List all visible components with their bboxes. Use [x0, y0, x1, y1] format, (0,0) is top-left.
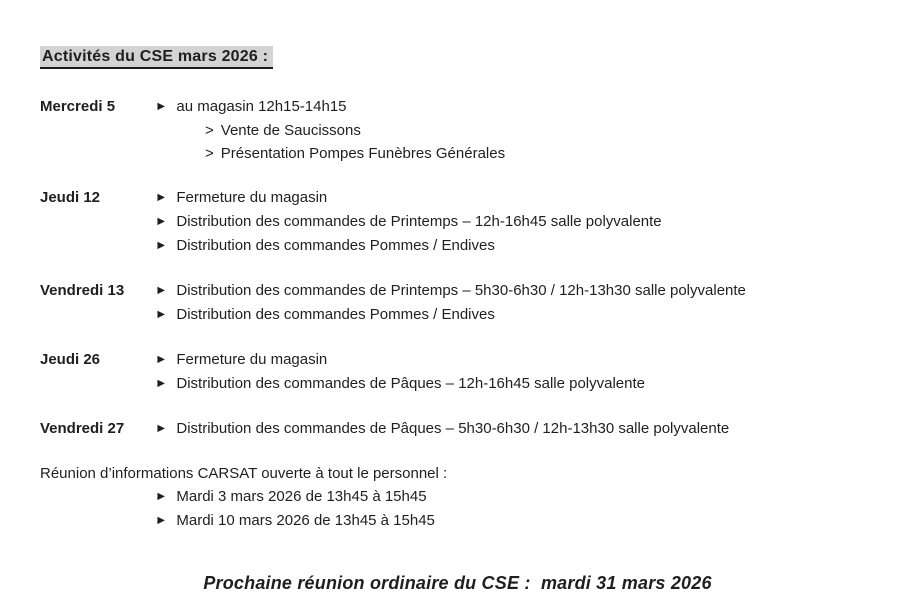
carsat-items [155, 485, 875, 533]
schedule-section [40, 186, 875, 258]
schedule-item [155, 234, 875, 258]
day-items [155, 95, 875, 165]
item-text: Présentation Pompes Funèbres Générales [220, 145, 506, 162]
item-text: Mardi 10 mars 2026 de 13h45 à 15h45 [176, 512, 435, 529]
item-text: Fermeture du magasin [176, 189, 328, 206]
arrow-bullet-icon: ► [155, 283, 168, 297]
schedule-section [40, 279, 875, 327]
day-label: Vendredi 13 [40, 282, 125, 299]
schedule-section [40, 417, 875, 441]
next-meeting-note: Prochaine réunion ordinaire du CSE : mardi 31 mars 2026 [203, 573, 712, 593]
schedule-item [155, 485, 875, 509]
schedule-item [155, 142, 875, 165]
arrow-bullet-icon: ► [155, 352, 168, 366]
item-text: Distribution des commandes Pommes / Endives [176, 237, 495, 254]
item-text: Mardi 3 mars 2026 de 13h45 à 15h45 [176, 488, 427, 505]
day-items [155, 417, 875, 441]
schedule-item [155, 119, 875, 142]
arrow-bullet-icon: ► [155, 238, 168, 252]
day-items [155, 186, 875, 258]
schedule-item [155, 95, 875, 119]
arrow-bullet-icon: ► [155, 99, 168, 113]
schedule-section [40, 348, 875, 396]
schedule-section [40, 95, 875, 165]
document-title: Activités du CSE mars 2026 : [40, 46, 273, 69]
schedule-item [155, 348, 875, 372]
item-text: Distribution des commandes Pommes / Endives [176, 306, 495, 323]
arrow-bullet-icon: ► [155, 421, 168, 435]
day-items [155, 279, 875, 327]
chevron-bullet-icon: > [205, 122, 214, 139]
day-label: Vendredi 27 [40, 420, 125, 437]
day-label: Jeudi 12 [40, 189, 101, 206]
day-label: Jeudi 26 [40, 351, 101, 368]
arrow-bullet-icon: ► [155, 513, 168, 527]
item-text: Distribution des commandes de Printemps – 12h-16h45 salle polyvalente [176, 213, 662, 230]
item-text: Distribution des commandes de Pâques – 12h-16h45 salle polyvalente [176, 375, 646, 392]
arrow-bullet-icon: ► [155, 307, 168, 321]
arrow-bullet-icon: ► [155, 214, 168, 228]
arrow-bullet-icon: ► [155, 190, 168, 204]
item-text: Distribution des commandes de Printemps – 5h30-6h30 / 12h-13h30 salle polyvalente [176, 282, 746, 299]
carsat-section [40, 462, 875, 533]
item-text: Vente de Saucissons [220, 122, 361, 139]
arrow-bullet-icon: ► [155, 489, 168, 503]
schedule-sections [40, 95, 875, 441]
schedule-item [155, 210, 875, 234]
schedule-item [155, 509, 875, 533]
schedule-item [155, 303, 875, 327]
item-text: Fermeture du magasin [176, 351, 328, 368]
day-items [155, 348, 875, 396]
day-label: Mercredi 5 [40, 98, 116, 115]
schedule-item [155, 417, 875, 441]
schedule-item [155, 279, 875, 303]
schedule-item [155, 186, 875, 210]
item-text: au magasin 12h15-14h15 [176, 98, 347, 115]
item-text: Distribution des commandes de Pâques – 5h30-6h30 / 12h-13h30 salle polyvalente [176, 420, 730, 437]
chevron-bullet-icon: > [205, 145, 214, 162]
carsat-intro: Réunion d’informations CARSAT ouverte à tout le personnel : [40, 465, 448, 482]
schedule-item [155, 372, 875, 396]
arrow-bullet-icon: ► [155, 376, 168, 390]
